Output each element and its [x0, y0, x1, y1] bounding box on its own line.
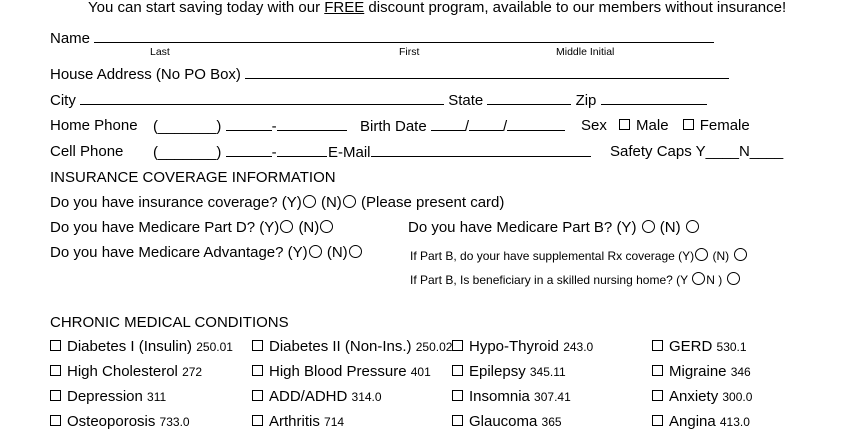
condition-checkbox[interactable] [50, 340, 61, 351]
condition-checkbox[interactable] [252, 390, 263, 401]
condition-name: High Blood Pressure [269, 363, 411, 380]
condition-item[interactable] [252, 413, 344, 430]
supplemental-rx-question [410, 248, 748, 263]
insurance-yes-circle[interactable] [303, 195, 316, 208]
home-phone-dash: - [271, 118, 277, 135]
nursing-home-question [410, 272, 741, 287]
condition-checkbox[interactable] [252, 415, 263, 426]
nursing-home-no-circle[interactable] [727, 272, 740, 285]
sex-label: Sex [581, 117, 607, 134]
condition-code: 530.1 [716, 340, 747, 354]
address-label: House Address (No PO Box) [50, 66, 241, 83]
nursing-home-label: If Part B, Is beneficiary in a skilled nursing home? (Y [410, 273, 688, 287]
condition-code: 250.01 [196, 340, 233, 354]
city-field[interactable] [80, 91, 444, 105]
condition-name: GERD [669, 338, 717, 355]
insurance-coverage-question [50, 194, 504, 211]
cell-phone-dash: - [271, 144, 277, 161]
state-field[interactable] [487, 91, 571, 105]
home-prefix-field[interactable] [226, 117, 272, 131]
condition-checkbox[interactable] [50, 415, 61, 426]
insurance-heading: INSURANCE COVERAGE INFORMATION [50, 169, 336, 186]
cell-line-field[interactable] [277, 143, 327, 157]
nursing-home-no-label: N [706, 273, 715, 287]
medicare-d-label: Do you have Medicare Part D? (Y) [50, 219, 280, 236]
first-caption: First [399, 46, 420, 58]
medicare-b-label: Do you have Medicare Part B? (Y) [408, 219, 637, 236]
condition-item[interactable] [50, 388, 166, 405]
condition-code: 714 [324, 415, 345, 429]
female-label: Female [699, 117, 750, 134]
condition-name: Diabetes I (Insulin) [67, 338, 197, 355]
birth-date-row [360, 117, 565, 135]
birth-year-field[interactable] [507, 117, 565, 131]
insurance-no-circle[interactable] [343, 195, 356, 208]
supplemental-rx-no-circle[interactable] [734, 248, 747, 261]
condition-code: 307.41 [534, 390, 571, 404]
medicare-b-yes-circle[interactable] [642, 220, 655, 233]
birth-day-field[interactable] [469, 117, 503, 131]
medicare-advantage-no-circle[interactable] [349, 245, 362, 258]
condition-code: 311 [147, 390, 167, 404]
insurance-coverage-label: Do you have insurance coverage? (Y) [50, 194, 302, 211]
insurance-no-label: (N) [320, 194, 342, 211]
nursing-home-close: ) [718, 273, 723, 287]
condition-checkbox[interactable] [452, 415, 463, 426]
birth-slash: / [503, 118, 508, 135]
condition-item[interactable] [452, 338, 593, 355]
medicare-b-no-circle[interactable] [686, 220, 699, 233]
supplemental-rx-label: If Part B, do your have supplemental Rx coverage (Y) [410, 249, 695, 263]
condition-checkbox[interactable] [652, 340, 663, 351]
condition-name: Diabetes II (Non-Ins.) [269, 338, 416, 355]
condition-item[interactable] [452, 388, 571, 405]
medicare-advantage-no-label: (N) [326, 244, 348, 261]
condition-item[interactable] [252, 363, 431, 380]
medicare-b-no-label: (N) [659, 219, 681, 236]
condition-checkbox[interactable] [452, 340, 463, 351]
condition-code: 346 [730, 365, 751, 379]
condition-code: 272 [182, 365, 203, 379]
supplemental-rx-no-label: (N) [712, 249, 730, 263]
state-label: State [448, 92, 484, 109]
medicare-d-question [50, 219, 334, 236]
last-caption: Last [150, 46, 170, 58]
condition-code: 300.0 [722, 390, 753, 404]
condition-checkbox[interactable] [452, 390, 463, 401]
condition-item[interactable] [652, 363, 751, 380]
condition-name: High Cholesterol [67, 363, 183, 380]
insurance-note: (Please present card) [360, 194, 505, 211]
cell-phone-row [50, 143, 123, 160]
condition-code: 401 [410, 365, 431, 379]
condition-item[interactable] [652, 413, 750, 430]
name-row [50, 29, 714, 47]
condition-code: 733.0 [159, 415, 190, 429]
header-text-end: discount program, available to our members without insurance! [364, 0, 787, 16]
zip-label: Zip [575, 92, 597, 109]
supplemental-rx-yes-circle[interactable] [695, 248, 708, 261]
condition-item[interactable] [252, 338, 452, 355]
city-row [50, 91, 707, 109]
nursing-home-yes-circle[interactable] [692, 272, 705, 285]
condition-checkbox[interactable] [252, 340, 263, 351]
female-checkbox[interactable] [683, 119, 694, 130]
male-label: Male [636, 117, 669, 134]
condition-name: Angina [669, 413, 720, 430]
email-field[interactable] [371, 143, 591, 157]
condition-item[interactable] [452, 413, 562, 430]
medicare-b-question [408, 219, 700, 236]
cell-prefix-field[interactable] [226, 143, 272, 157]
condition-code: 345.11 [529, 365, 566, 379]
condition-name: Depression [67, 388, 148, 405]
zip-field[interactable] [601, 91, 707, 105]
medicare-advantage-label: Do you have Medicare Advantage? (Y) [50, 244, 308, 261]
condition-item[interactable] [652, 338, 747, 355]
condition-item[interactable] [652, 388, 752, 405]
name-label: Name [50, 30, 91, 47]
condition-name: Arthritis [269, 413, 325, 430]
condition-name: Insomnia [469, 388, 535, 405]
condition-name: Anxiety [669, 388, 723, 405]
safety-caps[interactable]: Safety Caps Y____N____ [610, 143, 784, 160]
condition-name: Glaucoma [469, 413, 542, 430]
conditions-heading: CHRONIC MEDICAL CONDITIONS [50, 314, 289, 331]
condition-item[interactable] [452, 363, 566, 380]
condition-checkbox[interactable] [652, 390, 663, 401]
email-row [328, 143, 591, 161]
header-banner [88, 0, 786, 16]
condition-checkbox[interactable] [652, 415, 663, 426]
medicare-d-no-label: (N) [298, 219, 320, 236]
medicare-advantage-yes-circle[interactable] [309, 245, 322, 258]
condition-code: 365 [541, 415, 562, 429]
condition-name: Migraine [669, 363, 731, 380]
cell-phone-label: Cell Phone [50, 143, 124, 160]
condition-name: ADD/ADHD [269, 388, 352, 405]
condition-code: 314.0 [351, 390, 382, 404]
middle-initial-caption: Middle Initial [556, 46, 615, 58]
birth-slash: / [464, 118, 470, 135]
condition-checkbox[interactable] [452, 365, 463, 376]
condition-item[interactable] [50, 363, 202, 380]
cell-phone-entry[interactable] [153, 143, 327, 161]
email-label: E-Mail [328, 144, 371, 161]
condition-name: Osteoporosis [67, 413, 160, 430]
home-area-code-field[interactable]: (_______) [153, 118, 222, 135]
condition-checkbox[interactable] [50, 365, 61, 376]
cell-area-code-field[interactable]: (_______) [153, 144, 222, 161]
address-row [50, 65, 729, 83]
sex-row [581, 117, 750, 134]
name-field[interactable] [94, 29, 714, 43]
condition-item[interactable] [252, 388, 382, 405]
medicare-d-yes-circle[interactable] [280, 220, 293, 233]
birth-month-field[interactable] [431, 117, 465, 131]
condition-checkbox[interactable] [252, 365, 263, 376]
condition-checkbox[interactable] [652, 365, 663, 376]
condition-code: 243.0 [563, 340, 594, 354]
header-free: FREE [324, 0, 365, 16]
medicare-advantage-question [50, 244, 363, 261]
condition-name: Epilepsy [469, 363, 530, 380]
home-phone-entry[interactable] [153, 117, 347, 135]
header-text: You can start saving today with our [88, 0, 325, 16]
birth-date-label: Birth Date [360, 118, 427, 135]
condition-item[interactable] [50, 413, 190, 430]
address-field[interactable] [245, 65, 729, 79]
condition-code: 250.02 [415, 340, 453, 354]
city-label: City [50, 92, 76, 109]
home-phone-row [50, 117, 138, 134]
male-checkbox[interactable] [619, 119, 630, 130]
home-line-field[interactable] [277, 117, 347, 131]
condition-checkbox[interactable] [50, 390, 61, 401]
home-phone-label: Home Phone [50, 117, 138, 134]
medicare-d-no-circle[interactable] [320, 220, 333, 233]
condition-name: Hypo-Thyroid [469, 338, 564, 355]
condition-item[interactable] [50, 338, 233, 355]
condition-code: 413.0 [719, 415, 750, 429]
